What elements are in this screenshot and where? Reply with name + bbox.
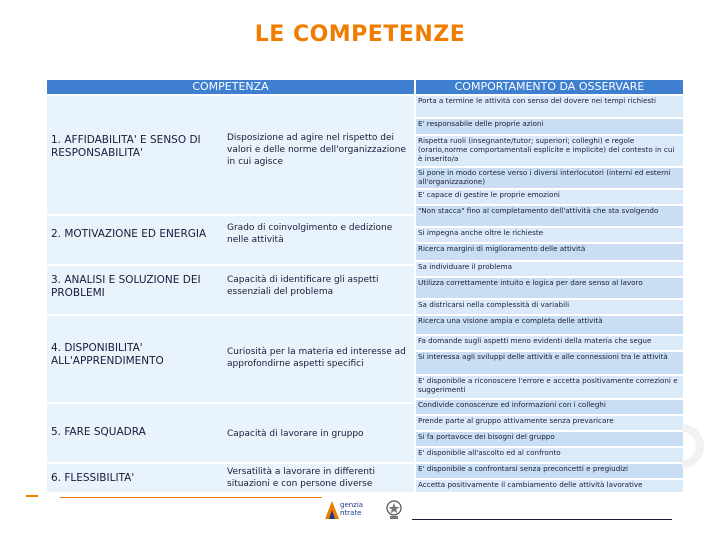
behavior-item: Sa districarsi nella complessità di variabili	[416, 300, 683, 314]
footer-divider-right	[412, 519, 672, 520]
competence-name: 6. FLESSIBILITA'	[51, 472, 135, 484]
behavior-item: E' disponibile a confrontarsi senza preconcetti e pregiudizi	[416, 464, 683, 478]
competence-name: 1. AFFIDABILITA' E SENSO DI RESPONSABILITA'	[51, 134, 201, 159]
competence-row-5	[47, 404, 414, 462]
decorative-arc-icon	[678, 424, 708, 468]
competence-table	[47, 80, 683, 492]
behavior-item: E' disponibile a riconoscere l'errore e accetta positivamente correzioni e suggerimenti	[416, 376, 683, 398]
competence-name: 4. DISPONIBILITA' ALL'APPRENDIMENTO	[51, 342, 164, 367]
behavior-item: Si impegna anche oltre le richieste	[416, 228, 683, 242]
competence-description: Capacità di lavorare in gruppo	[227, 429, 364, 439]
competence-name: 2. MOTIVAZIONE ED ENERGIA	[51, 228, 207, 240]
competence-row-6	[47, 464, 414, 492]
competence-description: Disposizione ad agire nel rispetto dei valori e delle norme dell'organizzazione in cui agisce	[227, 133, 407, 167]
page-title: LE COMPETENZE	[254, 22, 466, 47]
behavior-item: Si fa portavoce dei bisogni del gruppo	[416, 432, 683, 446]
competence-row-3	[47, 266, 414, 314]
behavior-item: Ricerca margini di miglioramento delle attività	[416, 244, 683, 260]
behavior-item: Condivide conoscenze ed informazioni con i colleghi	[416, 400, 683, 414]
competence-description: Capacità di identificare gli aspetti essenziali del problema	[227, 275, 379, 297]
behavior-item: Porta a termine le attività con senso del dovere nei tempi richiesti	[416, 96, 683, 117]
logo-a-icon	[323, 499, 341, 521]
behavior-item: Accetta positivamente il cambiamento delle attività lavorative	[416, 480, 683, 492]
agenzia-entrate-logo	[323, 498, 407, 524]
logo-text: genzia ntrate	[340, 501, 364, 517]
competence-name: 5. FARE SQUADRA	[51, 426, 146, 438]
behavior-item: E' disponibile all'ascolto ed al confronto	[416, 448, 683, 462]
competence-row-2	[47, 216, 414, 264]
behavior-item: Si pone in modo cortese verso i diversi interlocutori (interni ed esterni all'organizzazione)	[416, 168, 683, 188]
behavior-item: Ricerca una visione ampia e completa delle attività	[416, 316, 683, 334]
behavior-item: Rispetta ruoli (insegnante/tutor; superiori; colleghi) e regole (orario,norme comportamentali esplicite e implicite) del contesto in cui è inserito/a	[416, 136, 683, 166]
behavior-item: Si interessa agli sviluppi delle attività e alle connessioni tra le attività	[416, 352, 683, 374]
footer-divider-left	[60, 497, 322, 498]
competence-description: Grado di coinvolgimento e dedizione nelle attività	[227, 223, 393, 245]
behavior-item: E' responsabile delle proprie azioni	[416, 119, 683, 134]
competence-name: 3. ANALISI E SOLUZIONE DEI PROBLEMI	[51, 274, 201, 299]
header-comportamento: COMPORTAMENTO DA OSSERVARE	[416, 80, 683, 94]
competence-description: Curiosità per la materia ed interesse ad approfondirne aspetti specifici	[227, 347, 406, 369]
competence-description: Versatilità a lavorare in differenti situazioni e con persone diverse	[227, 467, 375, 489]
competence-row-4	[47, 316, 414, 402]
header-competenza: COMPETENZA	[47, 80, 414, 94]
emblem-icon	[385, 499, 403, 521]
behavior-item: "Non stacca" fino al completamento dell'attività che sta svolgendo	[416, 206, 683, 226]
competence-row-1	[47, 96, 414, 214]
behavior-item: Prende parte al gruppo attivamente senza prevaricare	[416, 416, 683, 430]
behavior-item: Utilizza correttamente intuito e logica per dare senso al lavoro	[416, 278, 683, 298]
behavior-item: Sa individuare il problema	[416, 262, 683, 276]
behavior-item: E' capace di gestire le proprie emozioni	[416, 190, 683, 204]
accent-dash	[26, 495, 38, 497]
behavior-item: Fa domande sugli aspetti meno evidenti della materia che segue	[416, 336, 683, 350]
